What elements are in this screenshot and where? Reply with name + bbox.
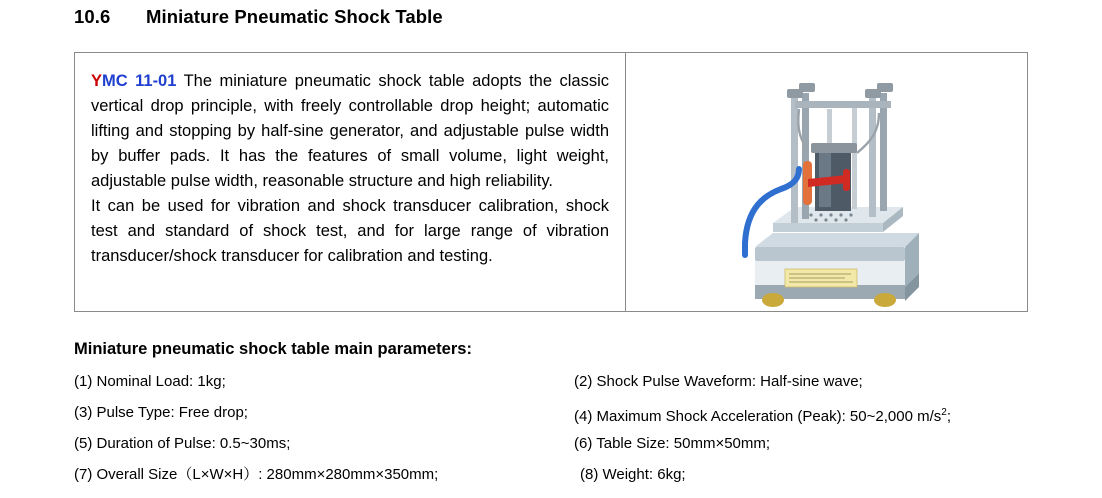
parameters-list bbox=[74, 372, 1028, 496]
product-paragraph-2: It can be used for vibration and shock transducer calibration, shock test and standard of shock test, and for large range of vibration transducer/shock transducer for calibration and testing. bbox=[91, 197, 609, 265]
product-paragraph-1 bbox=[91, 69, 609, 194]
product-code-prefix: Y bbox=[91, 72, 103, 90]
parameter-item-4 bbox=[574, 403, 1028, 427]
product-description-cell bbox=[75, 53, 626, 311]
parameter-item-3: (3) Pulse Type: Free drop; bbox=[74, 404, 248, 421]
product-code: MC 11-01 bbox=[102, 72, 177, 90]
product-image-cell bbox=[626, 53, 1027, 311]
parameters-title: Miniature pneumatic shock table main parameters: bbox=[74, 340, 472, 358]
section-heading bbox=[74, 6, 443, 28]
parameter-item-1: (1) Nominal Load: 1kg; bbox=[74, 373, 226, 390]
product-paragraph-1-text: The miniature pneumatic shock table adopts the classic vertical drop principle, with freely controllable drop height; automatic lifting and stopping by half-sine generator, and adjustable pulse width by buffer pads. It has the features of small volume, light weight, adjustable pulse width, reasonable structure and high reliability. bbox=[91, 72, 609, 190]
parameter-row bbox=[74, 372, 1028, 403]
parameter-item-4-suffix: ; bbox=[946, 408, 951, 425]
parameter-item-5: (5) Duration of Pulse: 0.5~30ms; bbox=[74, 435, 291, 452]
parameter-item-2: (2) Shock Pulse Waveform: Half-sine wave; bbox=[574, 373, 863, 390]
parameter-row bbox=[74, 403, 1028, 434]
section-title: Miniature Pneumatic Shock Table bbox=[146, 6, 443, 27]
product-photo bbox=[707, 57, 947, 307]
parameter-item-8: (8) Weight: 6kg; bbox=[580, 466, 686, 483]
parameter-item-4-text: (4) Maximum Shock Acceleration (Peak): 50~2,000 m/s bbox=[574, 408, 942, 425]
parameter-item-6: (6) Table Size: 50mm×50mm; bbox=[574, 435, 771, 452]
section-number: 10.6 bbox=[74, 6, 111, 27]
parameter-item-7: (7) Overall Size（L×W×H）: 280mm×280mm×350mm; bbox=[74, 466, 439, 483]
parameter-item-4-superscript: 2 bbox=[941, 407, 947, 418]
parameter-row bbox=[74, 434, 1028, 465]
product-info-table bbox=[74, 52, 1028, 312]
parameter-row bbox=[74, 465, 1028, 496]
